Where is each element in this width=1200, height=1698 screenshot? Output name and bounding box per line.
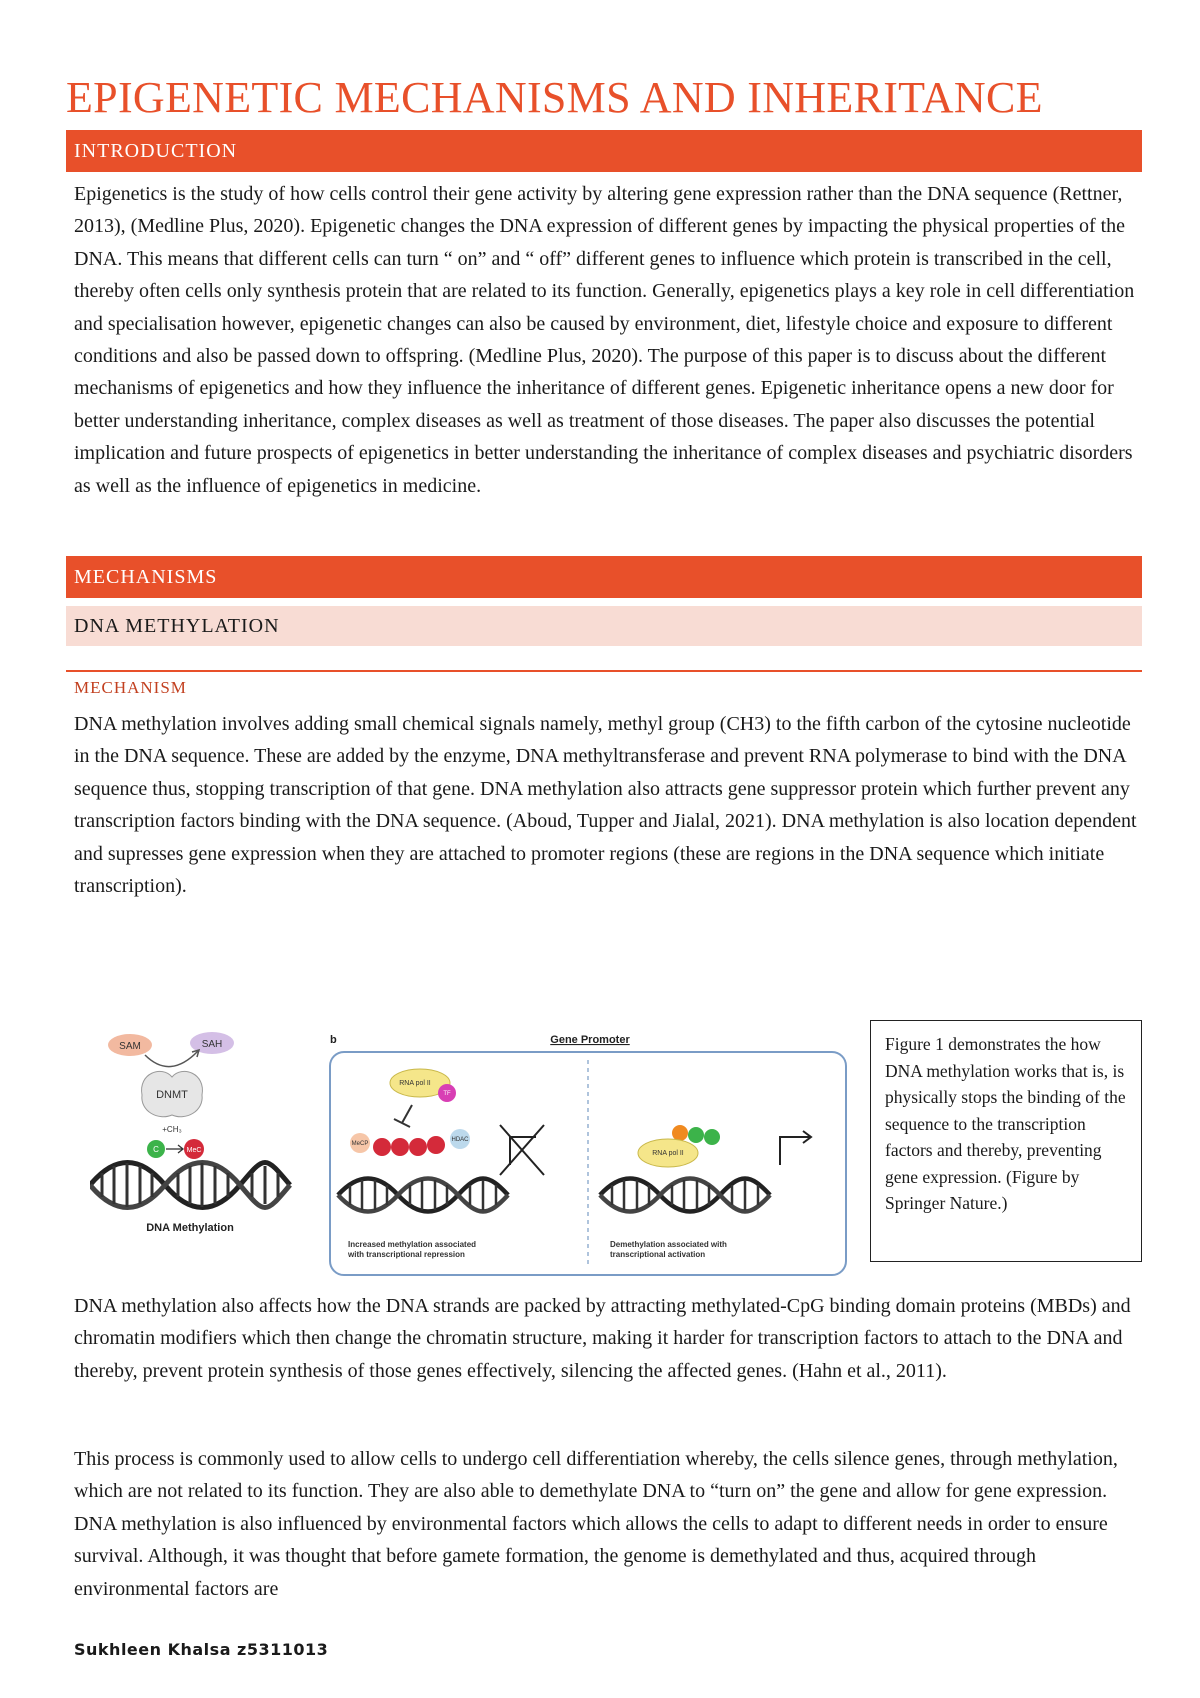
dna-helix-a <box>90 1163 290 1208</box>
svg-text:C: C <box>153 1145 159 1154</box>
svg-text:transcriptional activation: transcriptional activation <box>610 1250 706 1259</box>
svg-text:DNMT: DNMT <box>156 1089 188 1101</box>
svg-text:MeC: MeC <box>186 1147 202 1154</box>
svg-text:+CH₃: +CH₃ <box>162 1125 182 1134</box>
panel-b <box>330 1034 846 1275</box>
section-bar-introduction: INTRODUCTION <box>66 130 1142 172</box>
sam-sah-arrow <box>145 1051 198 1067</box>
figure-caption-text: Figure 1 demonstrates the how DNA methylation works that is, is physically stops the binding of the sequence to the transcription factors and thereby, preventing gene expression. (Figure by Springer Nature.) <box>885 1034 1126 1213</box>
differentiation-paragraph: This process is commonly used to allow cells to undergo cell differentiation whereby, the cells silence genes, through methylation, which are not related to its function. They are also able to demethylate DNA to “turn on” the gene and allow for gene expression. DNA methylation is also influenced by environmental factors which allows the cells to adapt to different needs in order to ensure survival. Although, it was thought that before gamete formation, the genome is demethylated and thus, acquired through environmental factors are <box>74 1448 1118 1600</box>
panel-a <box>90 1032 290 1234</box>
svg-text:with transcriptional repressio: with transcriptional repression <box>348 1250 465 1259</box>
svg-text:Gene Promoter: Gene Promoter <box>550 1034 630 1046</box>
introduction-paragraph: Epigenetics is the study of how cells control their gene activity by altering gene expression rather than the DNA sequence (Rettner, 2013), (Medline Plus, 2020). Epigenetic changes the DNA expression of different genes by impacting the physical properties of the DNA. This means that different cells can turn “ on” and “ off” different genes to influence which protein is transcribed in the cell, thereby often cells only synthesis protein that are related to its function. Generally, epigenetics plays a key role in cell differentiation and specialisation however, epigenetic changes can also be caused by environment, diet, lifestyle choice and exposure to different conditions and also be passed down to offspring. (Medline Plus, 2020). The purpose of this paper is to discuss about the different mechanisms of epigenetics and how they influence the inheritance of different genes. Epigenetic inheritance opens a new door for better understanding inheritance, complex diseases as well as treatment of those diseases. The paper also discusses the potential implication and future prospects of epigenetics in better understanding the inheritance of complex diseases and psychiatric disorders as well as the influence of epigenetics in medicine. <box>74 183 1135 497</box>
svg-text:HDAC: HDAC <box>451 1137 469 1143</box>
svg-text:Demethylation associated with: Demethylation associated with <box>610 1240 727 1249</box>
dna-methylation-figure <box>90 1025 850 1280</box>
page-title: EPIGENETIC MECHANISMS AND INHERITANCE <box>66 73 1043 122</box>
mechanism-subheading: MECHANISM <box>74 678 187 697</box>
figure-caption-box <box>870 1020 1142 1262</box>
footer-author: Sukhleen Khalsa z5311013 <box>74 1640 329 1659</box>
svg-text:MeCP: MeCP <box>351 1141 369 1147</box>
svg-text:DNA Methylation: DNA Methylation <box>146 1222 234 1234</box>
svg-text:Increased methylation associat: Increased methylation associated <box>348 1240 477 1249</box>
section-bar-dna-methylation: DNA METHYLATION <box>66 606 1142 646</box>
svg-text:RNA pol II: RNA pol II <box>399 1080 431 1087</box>
divider-rule <box>66 670 1142 672</box>
svg-text:RNA pol II: RNA pol II <box>652 1150 684 1157</box>
svg-text:TF: TF <box>443 1091 451 1097</box>
section-bar-mechanisms: MECHANISMS <box>66 556 1142 598</box>
svg-text:b: b <box>330 1034 337 1046</box>
svg-text:SAH: SAH <box>201 1039 223 1050</box>
packing-paragraph: DNA methylation also affects how the DNA strands are packed by attracting methylated-CpG binding domain proteins (MBDs) and chromatin modifiers which then change the chromatin structure, making it harder for transcription factors to attach to the DNA and thereby, prevent protein synthesis of those genes effectively, silencing the affected genes. (Hahn et al., 2011). <box>74 1295 1131 1382</box>
svg-text:SAM: SAM <box>119 1041 141 1052</box>
mechanism-paragraph: DNA methylation involves adding small chemical signals namely, methyl group (CH3) to the fifth carbon of the cytosine nucleotide in the DNA sequence. These are added by the enzyme, DNA methyltransferase and prevent RNA polymerase to bind with the DNA sequence thus, stopping transcription of that gene. DNA methylation also attracts gene suppressor protein which further prevent any transcription factors binding with the DNA sequence. (Aboud, Tupper and Jialal, 2021). DNA methylation is also location dependent and supresses gene expression when they are attached to promoter regions (these are regions in the DNA sequence which initiate transcription). <box>74 713 1137 898</box>
